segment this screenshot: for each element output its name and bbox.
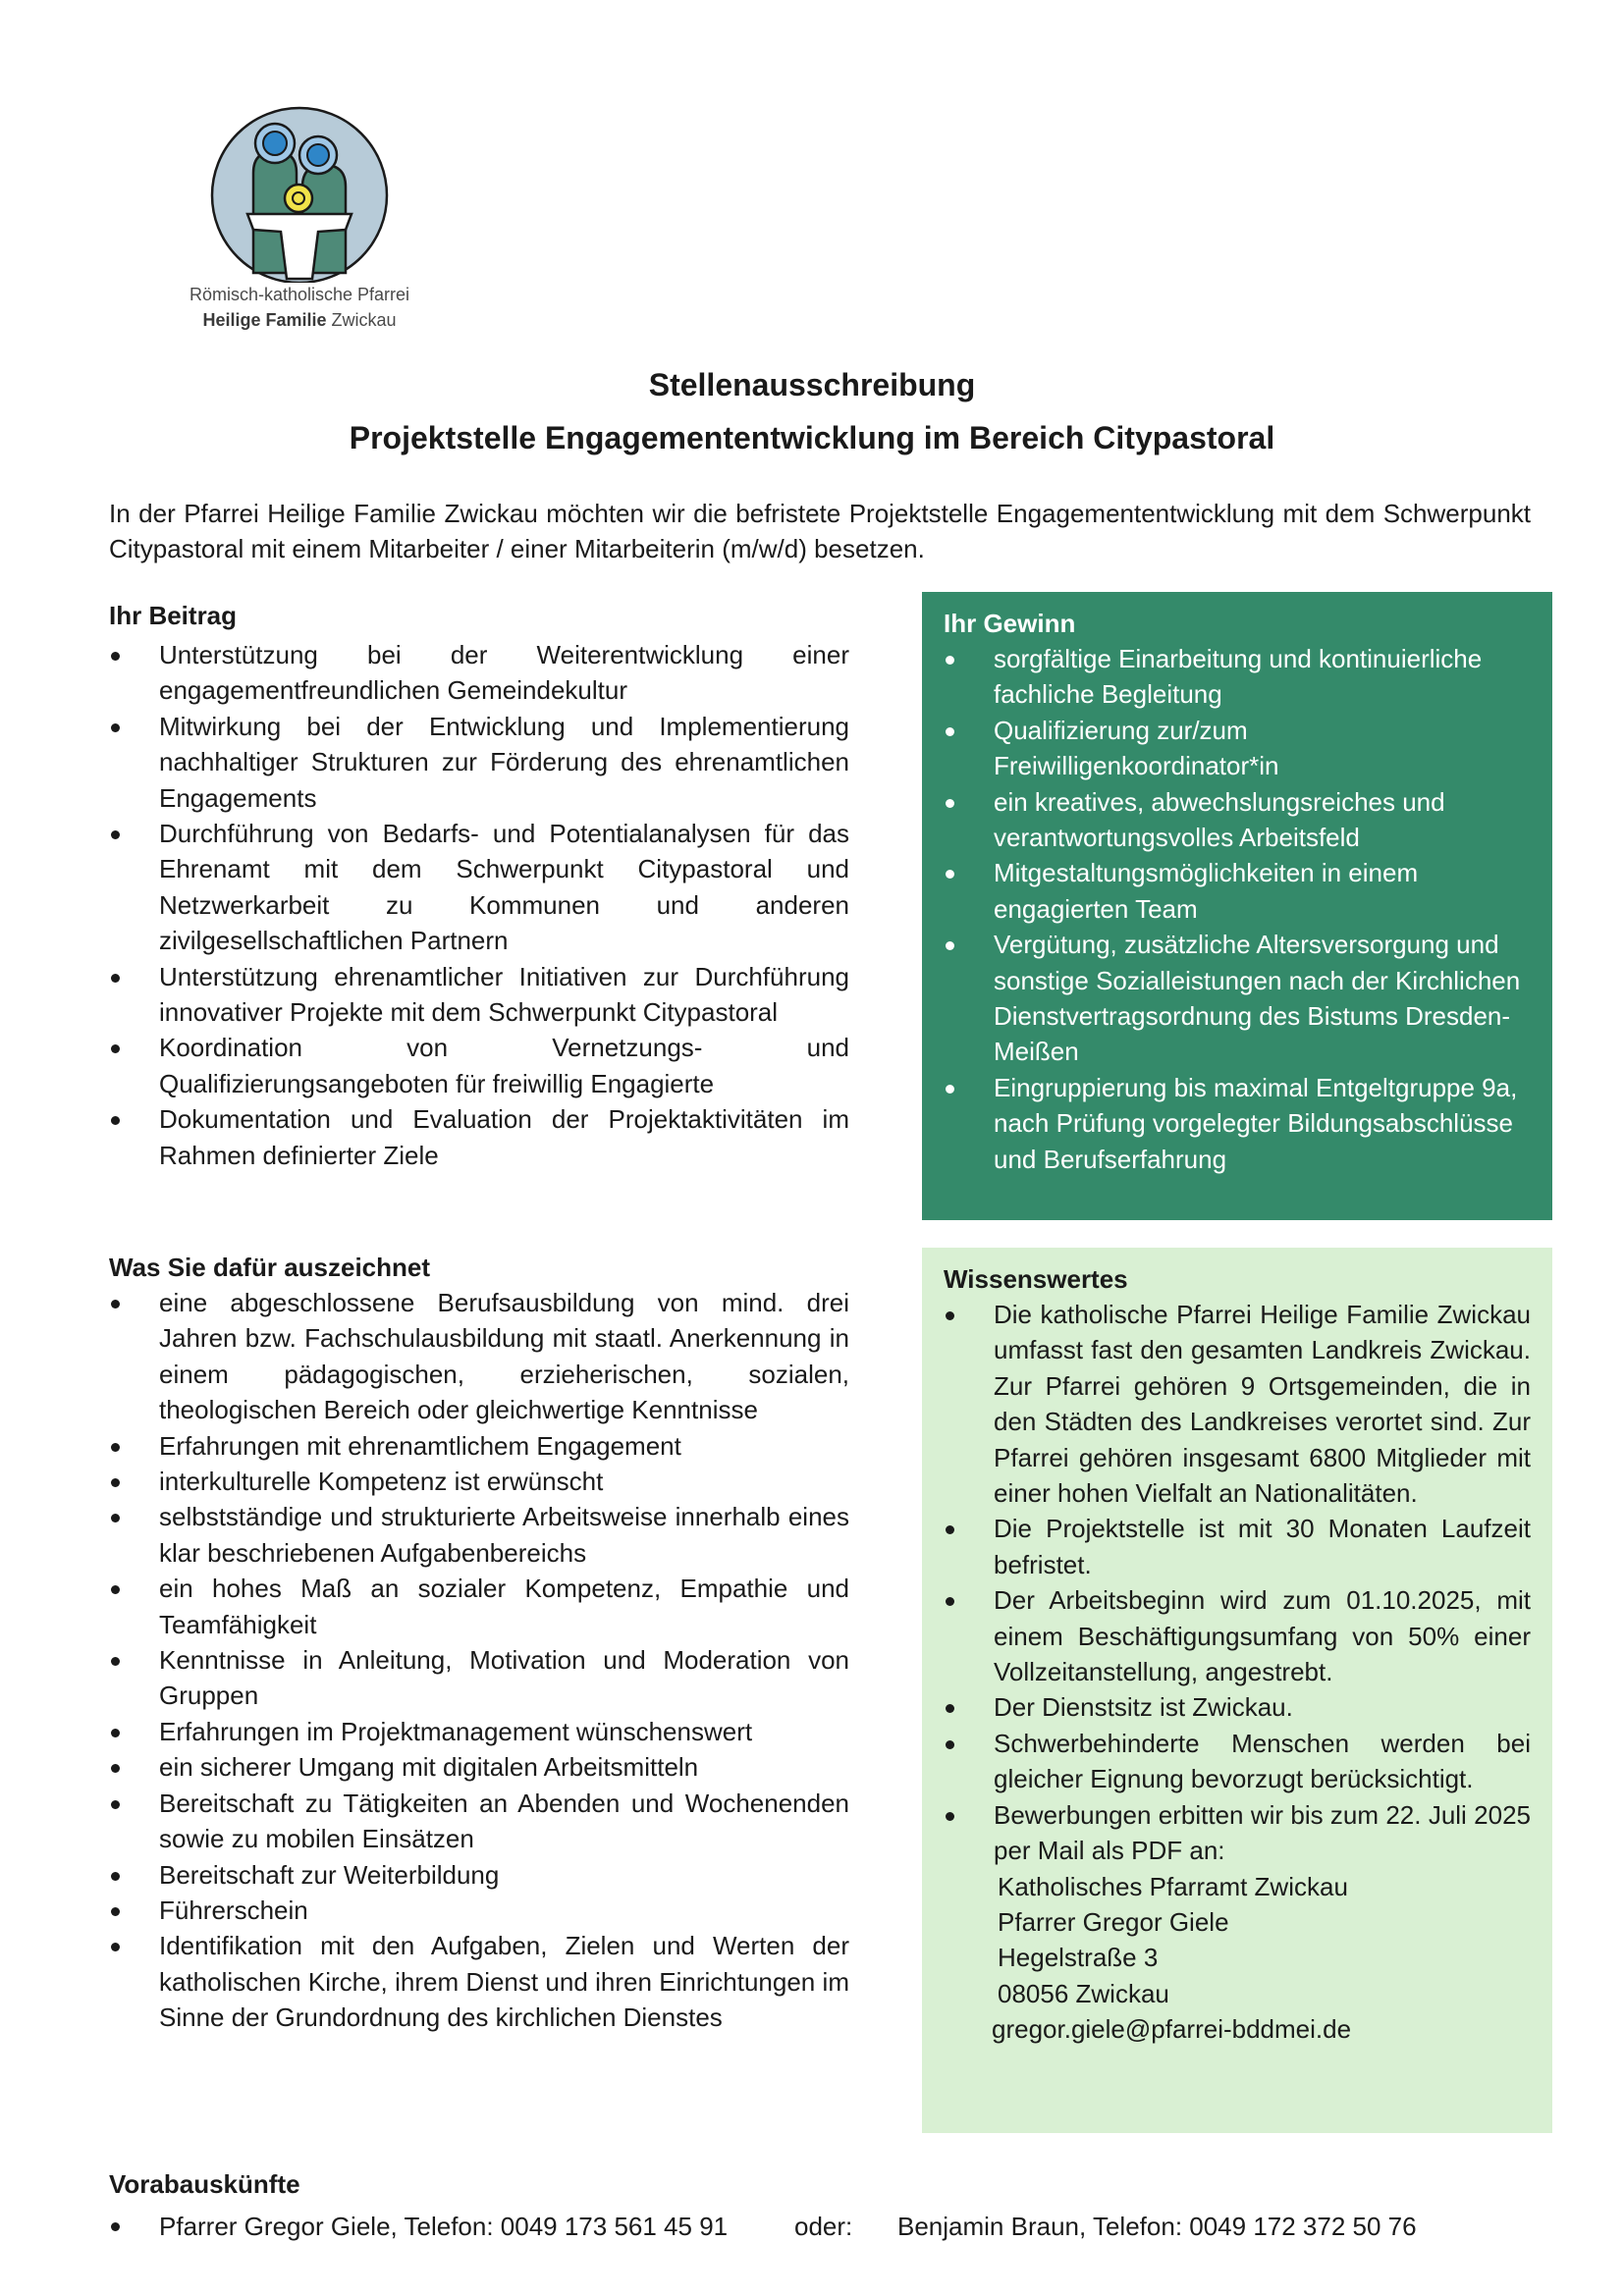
logo-caption-rest: Zwickau [326, 310, 397, 330]
list-item: Kenntnisse in Anleitung, Motivation und Moderation von Gruppen [109, 1642, 849, 1714]
list-item: Qualifizierung zur/zum Freiwilligenkoordinator*in [944, 713, 1531, 784]
list-item: eine abgeschlossene Berufsausbildung von mind. drei Jahren bzw. Fachschulausbildung mit staatl. Anerkennung in einem pädagogischen, erzieherischen, sozialen, theologischen Bereich oder gleichwertige Kenntnisse [109, 1285, 849, 1428]
vorab-heading: Vorabauskünfte [109, 2169, 300, 2199]
wissenswertes-box [922, 1248, 1552, 2133]
list-item: Dokumentation und Evaluation der Projektaktivitäten im Rahmen definierter Ziele [109, 1101, 849, 1173]
bullet-icon [111, 2222, 120, 2231]
list-item: ein sicherer Umgang mit digitalen Arbeitsmitteln [109, 1749, 849, 1785]
address-line: Pfarrer Gregor Giele [998, 1906, 1229, 1937]
list-item: interkulturelle Kompetenz ist erwünscht [109, 1464, 849, 1499]
email-address: gregor.giele@pfarrei-bddmei.de [992, 2014, 1352, 2045]
beitrag-list [109, 637, 849, 1173]
list-item: Schwerbehinderte Menschen werden bei gleicher Eignung bevorzugt berücksichtigt. [944, 1726, 1531, 1797]
wissenswertes-list [944, 1297, 1531, 1869]
list-item: Erfahrungen mit ehrenamtlichem Engagement [109, 1428, 849, 1464]
list-item: Durchführung von Bedarfs- und Potentialanalysen für das Ehrenamt mit dem Schwerpunkt Citypastoral und Netzwerkarbeit zu Kommunen und anderen zivilgesellschaftlichen Partnern [109, 816, 849, 959]
address-line: 08056 Zwickau [998, 1978, 1169, 2008]
list-item: Der Dienstsitz ist Zwickau. [944, 1689, 1531, 1725]
intro-paragraph: In der Pfarrei Heilige Familie Zwickau möchten wir die befristete Projektstelle Engagemententwicklung mit dem Schwerpunkt Citypastoral mit einem Mitarbeiter / einer Mitarbeiterin (m/w/d) besetzen. [109, 499, 1531, 563]
list-item: Bereitschaft zu Tätigkeiten an Abenden und Wochenenden sowie zu mobilen Einsätzen [109, 1786, 849, 1857]
list-item: Mitwirkung bei der Entwicklung und Implementierung nachhaltiger Strukturen zur Förderung des ehrenamtlichen Engagements [109, 709, 849, 816]
list-item: Der Arbeitsbeginn wird zum 01.10.2025, mit einem Beschäftigungsumfang von 50% einer Vollzeitanstellung, angestrebt. [944, 1582, 1531, 1689]
list-item: ein kreatives, abwechslungsreiches und verantwortungsvolles Arbeitsfeld [944, 784, 1531, 856]
address-line: Katholisches Pfarramt Zwickau [998, 1871, 1348, 1901]
list-item: Führerschein [109, 1893, 849, 1928]
document-subtitle: Projektstelle Engagemententwicklung im Bereich Citypastoral [349, 420, 1275, 455]
list-item: selbstständige und strukturierte Arbeitsweise innerhalb eines klar beschriebenen Aufgabenbereichs [109, 1499, 849, 1571]
gewinn-box [922, 592, 1552, 1220]
auszeichnet-heading: Was Sie dafür auszeichnet [109, 1253, 431, 1282]
beitrag-heading: Ihr Beitrag [109, 601, 238, 630]
list-item: Bewerbungen erbitten wir bis zum 22. Juli 2025 per Mail als PDF an: [944, 1797, 1531, 1869]
list-item: Erfahrungen im Projektmanagement wünschenswert [109, 1714, 849, 1749]
list-item: Die katholische Pfarrei Heilige Familie Zwickau umfasst fast den gesamten Landkreis Zwickau. Zur Pfarrei gehören 9 Ortsgemeinden, die in den Städten des Landkreises verortet sind. Zur Pfarrei gehören insgesamt 6800 Mitglieder mit einer hohen Vielfalt an Nationalitäten. [944, 1297, 1531, 1511]
logo-caption-line1: Römisch-katholische Pfarrei [189, 285, 410, 304]
list-item: Identifikation mit den Aufgaben, Zielen und Werten der katholischen Kirche, ihrem Dienst und ihren Einrichtungen im Sinne der Grundordnung des kirchlichen Dienstes [109, 1928, 849, 2035]
gewinn-heading: Ihr Gewinn [944, 609, 1076, 638]
list-item: Mitgestaltungsmöglichkeiten in einem engagierten Team [944, 855, 1531, 927]
list-item: sorgfältige Einarbeitung und kontinuierliche fachliche Begleitung [944, 641, 1531, 713]
contact-giele: Pfarrer Gregor Giele, Telefon: 0049 173 561 45 91 [159, 2212, 729, 2241]
list-item: ein hohes Maß an sozialer Kompetenz, Empathie und Teamfähigkeit [109, 1571, 849, 1642]
holy-family-emblem-icon [208, 104, 391, 283]
logo-caption-bold: Heilige Familie [202, 310, 327, 330]
list-item: Unterstützung ehrenamtlicher Initiativen zur Durchführung innovativer Projekte mit dem Schwerpunkt Citypastoral [109, 959, 849, 1031]
wissenswertes-heading: Wissenswertes [944, 1264, 1128, 1294]
contact-braun: Benjamin Braun, Telefon: 0049 172 372 50 76 [897, 2212, 1417, 2241]
section-beitrag [109, 598, 849, 1173]
contact-separator: oder: [794, 2212, 853, 2241]
address-line: Hegelstraße 3 [998, 1943, 1159, 1973]
list-item: Koordination von Vernetzungs- und Qualifizierungsangeboten für freiwillig Engagierte [109, 1030, 849, 1101]
list-item: Bereitschaft zur Weiterbildung [109, 1857, 849, 1893]
gewinn-list [944, 641, 1531, 1177]
logo-caption-line2 [167, 310, 432, 331]
list-item: Die Projektstelle ist mit 30 Monaten Laufzeit befristet. [944, 1511, 1531, 1582]
parish-logo [167, 104, 432, 340]
application-address [944, 1869, 1531, 2048]
list-item: Eingruppierung bis maximal Entgeltgruppe 9a, nach Prüfung vorgelegter Bildungsabschlüsse und Berufserfahrung [944, 1070, 1531, 1177]
auszeichnet-list [109, 1285, 849, 2036]
document-title: Stellenausschreibung [648, 367, 976, 402]
list-item: Unterstützung bei der Weiterentwicklung einer engagementfreundlichen Gemeindekultur [109, 637, 849, 709]
list-item: Vergütung, zusätzliche Altersversorgung und sonstige Sozialleistungen nach der Kirchlichen Dienstvertragsordnung des Bistums Dresden-Meißen [944, 927, 1531, 1070]
section-auszeichnet [109, 1250, 849, 2036]
